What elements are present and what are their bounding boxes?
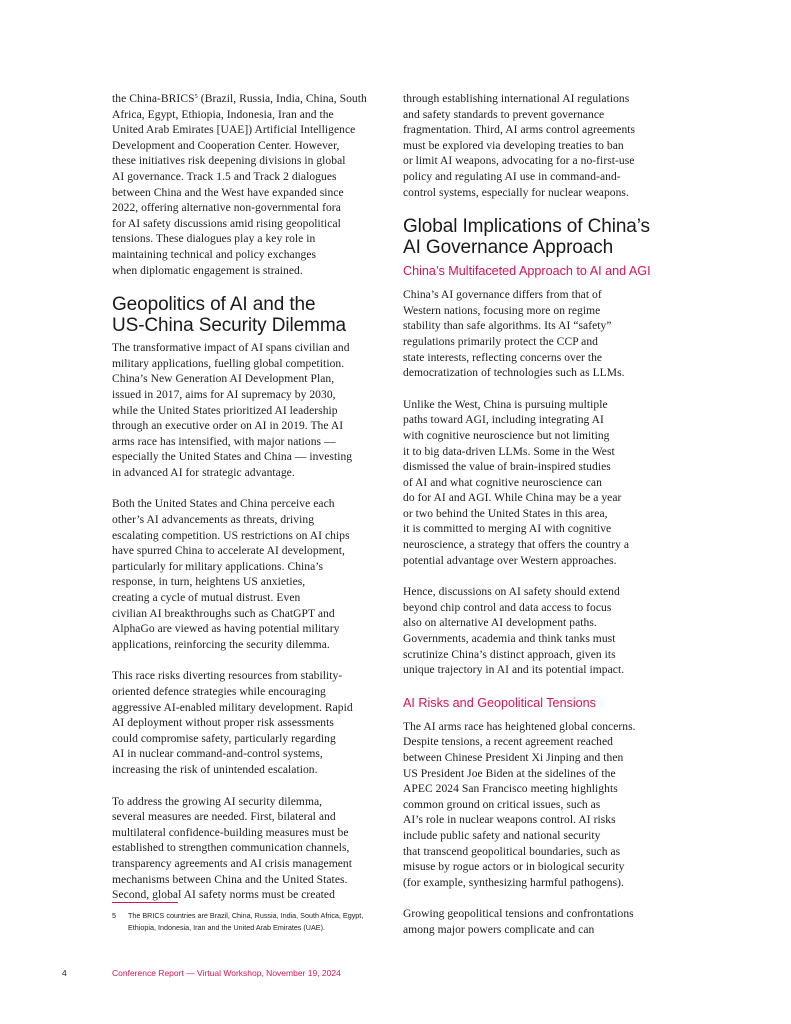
- subheading-multifaceted-approach: China’s Multifaceted Approach to AI and AGI: [403, 264, 651, 279]
- body-paragraph: China’s AI governance differs from that of Western nations, focusing more on regime stability than safe algorithms. Its AI “safety” regulations primarily protect the CCP and state interests, reflecting concerns over the democratization of technologies such as LLMs.: [403, 289, 625, 380]
- text-line: maintaining technical and policy exchanges: [112, 248, 317, 261]
- section-heading-geopolitics: Geopolitics of AI and the US-China Security Dilemma: [112, 294, 347, 336]
- text-line: between China and the West have expanded since: [112, 186, 344, 199]
- footnote-number: 5: [112, 911, 116, 920]
- subheading-risks-tensions: AI Risks and Geopolitical Tensions: [403, 695, 596, 710]
- left-column: [112, 92, 390, 920]
- footnote-reference[interactable]: 5: [194, 93, 198, 100]
- footnote-text: The BRICS countries are Brazil, China, Russia, India, South Africa, Egypt, Ethiopia, Indonesia, Iran and the United Arab Emirates (UAE).: [128, 911, 364, 932]
- intro-paragraph: [112, 92, 390, 279]
- body-paragraph: The AI arms race has heightened global concerns. Despite tensions, a recent agreement reached between Chinese President Xi Jinping and then US President Joe Biden at the sidelines of the APEC 2024 San Francisco meeting highlights common ground on critical issues, such as AI’s role in nuclear weapons control. AI risks include public safety and national security that transcend geopolitical boundaries, such as misuse by rogue actors or in biological security (for example, synthesizing harmful pathogens).: [403, 720, 636, 889]
- text-line: for AI safety discussions amid rising geopolitical: [112, 217, 341, 230]
- footnote: [112, 910, 392, 934]
- body-paragraph: The transformative impact of AI spans civilian and military applications, fuelling global competition. China’s New Generation AI Development Plan, issued in 2017, aims for AI supremacy by 2030, while the United States prioritized AI leadership through an executive order on AI in 2019. The AI arms race has intensified, with major nations — especially the United States and China — investing in advanced AI for strategic advantage.: [112, 342, 353, 479]
- text-line: 2022, offering alternative non-governmental fora: [112, 202, 341, 215]
- text-line: the China-BRICS$^5$ (Brazil, Russia, India, China, South: [112, 93, 367, 105]
- text-line: Development and Cooperation Center. However,: [112, 139, 340, 152]
- running-footer-title: Conference Report — Virtual Workshop, November 19, 2024: [112, 968, 341, 978]
- right-column: [403, 92, 679, 955]
- text-line: United Arab Emirates [UAE]) Artificial Intelligence: [112, 124, 356, 137]
- body-paragraph: Both the United States and China perceive each other’s AI advancements as threats, driving escalating competition. US restrictions on AI chips have spurred China to accelerate AI development, particularly for military applications. China’s response, in turn, heightens US anxieties, creating a cycle of mutual distrust. Even civilian AI breakthroughs such as ChatGPT and AlphaGo are viewed as having potential military applications, reinforcing the security dilemma.: [112, 498, 350, 651]
- page-number: 4: [62, 968, 67, 978]
- text-line: when diplomatic engagement is strained.: [112, 264, 303, 277]
- text-line: these initiatives risk deepening divisions in global: [112, 155, 346, 168]
- body-paragraph: through establishing international AI regulations and safety standards to prevent governance fragmentation. Third, AI arms control agreements must be explored via developing treaties to ban or limit AI weapons, advocating for a no-first-use policy and regulating AI use in command-and- control systems, especially for nuclear weapons.: [403, 93, 636, 199]
- body-paragraph: This race risks diverting resources from stability- oriented defence strategies while encouraging aggressive AI-enabled military development. Rapid AI deployment without proper risk assessments could compromise safety, particularly regarding AI in nuclear command-and-control systems, increasing the risk of unintended escalation.: [112, 670, 353, 776]
- text-line: Africa, Egypt, Ethiopia, Indonesia, Iran and the: [112, 108, 334, 121]
- section-heading-global-implications: Global Implications of China’s AI Governance Approach: [403, 216, 650, 258]
- body-paragraph: Hence, discussions on AI safety should extend beyond chip control and data access to focus also on alternative AI development paths. Governments, academia and think tanks must scrutinize China’s distinct approach, given its unique trajectory in AI and its potential impact.: [403, 586, 625, 677]
- body-paragraph: Unlike the West, China is pursuing multiple paths toward AGI, including integrating AI with cognitive neuroscience but not limiting it to big data-driven LLMs. Some in the West dismissed the value of brain-inspired studies of AI and what cognitive neuroscience can do for AI and AGI. While China may be a year or two behind the United States in this area, it is committed to merging AI with cognitive neuroscience, a strategy that offers the country a potential advantage over Western approaches.: [403, 398, 630, 567]
- text-line: AI governance. Track 1.5 and Track 2 dialogues: [112, 170, 337, 183]
- text-line: tensions. These dialogues play a key role in: [112, 233, 316, 246]
- body-paragraph: To address the growing AI security dilemma, several measures are needed. First, bilateral and multilateral confidence-building measures must be established to strengthen communication channels, transparency agreements and AI crisis management mechanisms between China and the United States. Second, global AI safety norms must be created: [112, 795, 352, 902]
- footnote-divider: [112, 902, 178, 903]
- body-paragraph: Growing geopolitical tensions and confrontations among major powers complicate and can: [403, 908, 634, 936]
